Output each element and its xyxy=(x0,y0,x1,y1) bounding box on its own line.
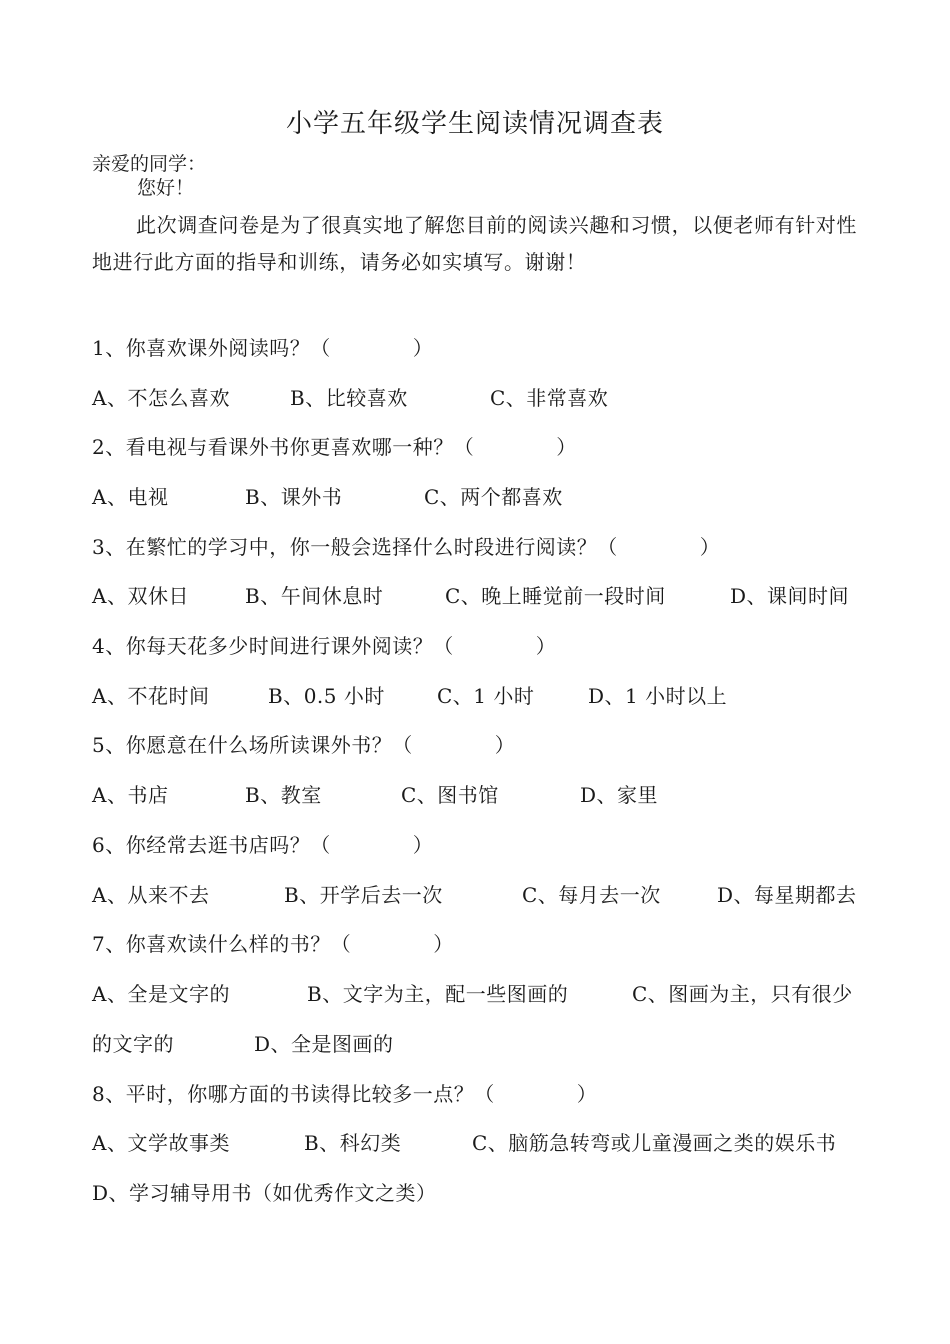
q6-option-c: C、每月去一次 xyxy=(522,883,661,907)
greeting: 亲爱的同学： xyxy=(92,153,207,175)
q5-option-d: D、家里 xyxy=(580,783,659,807)
q3-option-b: B、午间休息时 xyxy=(245,584,384,608)
q7-option-c: C、图画为主，只有很少 xyxy=(632,982,853,1006)
q3-option-c: C、晚上睡觉前一段时间 xyxy=(445,584,666,608)
q1-option-a: A、不怎么喜欢 xyxy=(92,386,230,410)
q8-option-c: C、脑筋急转弯或儿童漫画之类的娱乐书 xyxy=(472,1131,837,1155)
question-8: 8、平时，你哪方面的书读得比较多一点？（ ） xyxy=(92,1082,598,1106)
q2-option-c: C、两个都喜欢 xyxy=(424,485,563,509)
q2-option-a: A、电视 xyxy=(92,485,169,509)
question-3: 3、在繁忙的学习中，你一般会选择什么时段进行阅读？（ ） xyxy=(92,535,721,559)
q6-option-d: D、每星期都去 xyxy=(717,883,857,907)
q4-option-b: B、0.5 小时 xyxy=(268,684,385,708)
question-4: 4、你每天花多少时间进行课外阅读？（ ） xyxy=(92,634,557,658)
question-5: 5、你愿意在什么场所读课外书？（ ） xyxy=(92,733,516,757)
q3-option-d: D、课间时间 xyxy=(730,584,850,608)
q8-option-b: B、科幻类 xyxy=(304,1131,402,1155)
q8-option-d: D、学习辅导用书（如优秀作文之类） xyxy=(92,1181,437,1205)
q7-option-c-continued: 的文字的 xyxy=(92,1032,174,1056)
q3-option-a: A、双休日 xyxy=(92,584,189,608)
q7-option-d: D、全是图画的 xyxy=(254,1032,394,1056)
q1-option-b: B、比较喜欢 xyxy=(290,386,408,410)
hello-line: 您好！ xyxy=(137,177,195,199)
question-1: 1、你喜欢课外阅读吗？（ ） xyxy=(92,336,434,360)
q2-option-b: B、课外书 xyxy=(245,485,343,509)
q7-option-b: B、文字为主，配一些图画的 xyxy=(307,982,569,1006)
q6-option-a: A、从来不去 xyxy=(92,883,210,907)
q6-option-b: B、开学后去一次 xyxy=(284,883,443,907)
q5-option-b: B、教室 xyxy=(245,783,322,807)
q5-option-a: A、书店 xyxy=(92,783,169,807)
q4-option-a: A、不花时间 xyxy=(92,684,210,708)
q1-option-c: C、非常喜欢 xyxy=(490,386,609,410)
question-7: 7、你喜欢读什么样的书？（ ） xyxy=(92,932,454,956)
q5-option-c: C、图书馆 xyxy=(401,783,499,807)
q7-option-a: A、全是文字的 xyxy=(92,982,230,1006)
q4-option-d: D、1 小时以上 xyxy=(588,684,728,708)
document-title: 小学五年级学生阅读情况调查表 xyxy=(285,109,664,139)
question-2: 2、看电视与看课外书你更喜欢哪一种？（ ） xyxy=(92,435,577,459)
intro-paragraph: 此次调查问卷是为了很真实地了解您目前的阅读兴趣和习惯，以便老师有针对性地进行此方面的指导和训练，请务必如实填写。谢谢！ xyxy=(92,213,857,274)
question-6: 6、你经常去逛书店吗？（ ） xyxy=(92,833,434,857)
q4-option-c: C、1 小时 xyxy=(437,684,535,708)
q8-option-a: A、文学故事类 xyxy=(92,1131,230,1155)
